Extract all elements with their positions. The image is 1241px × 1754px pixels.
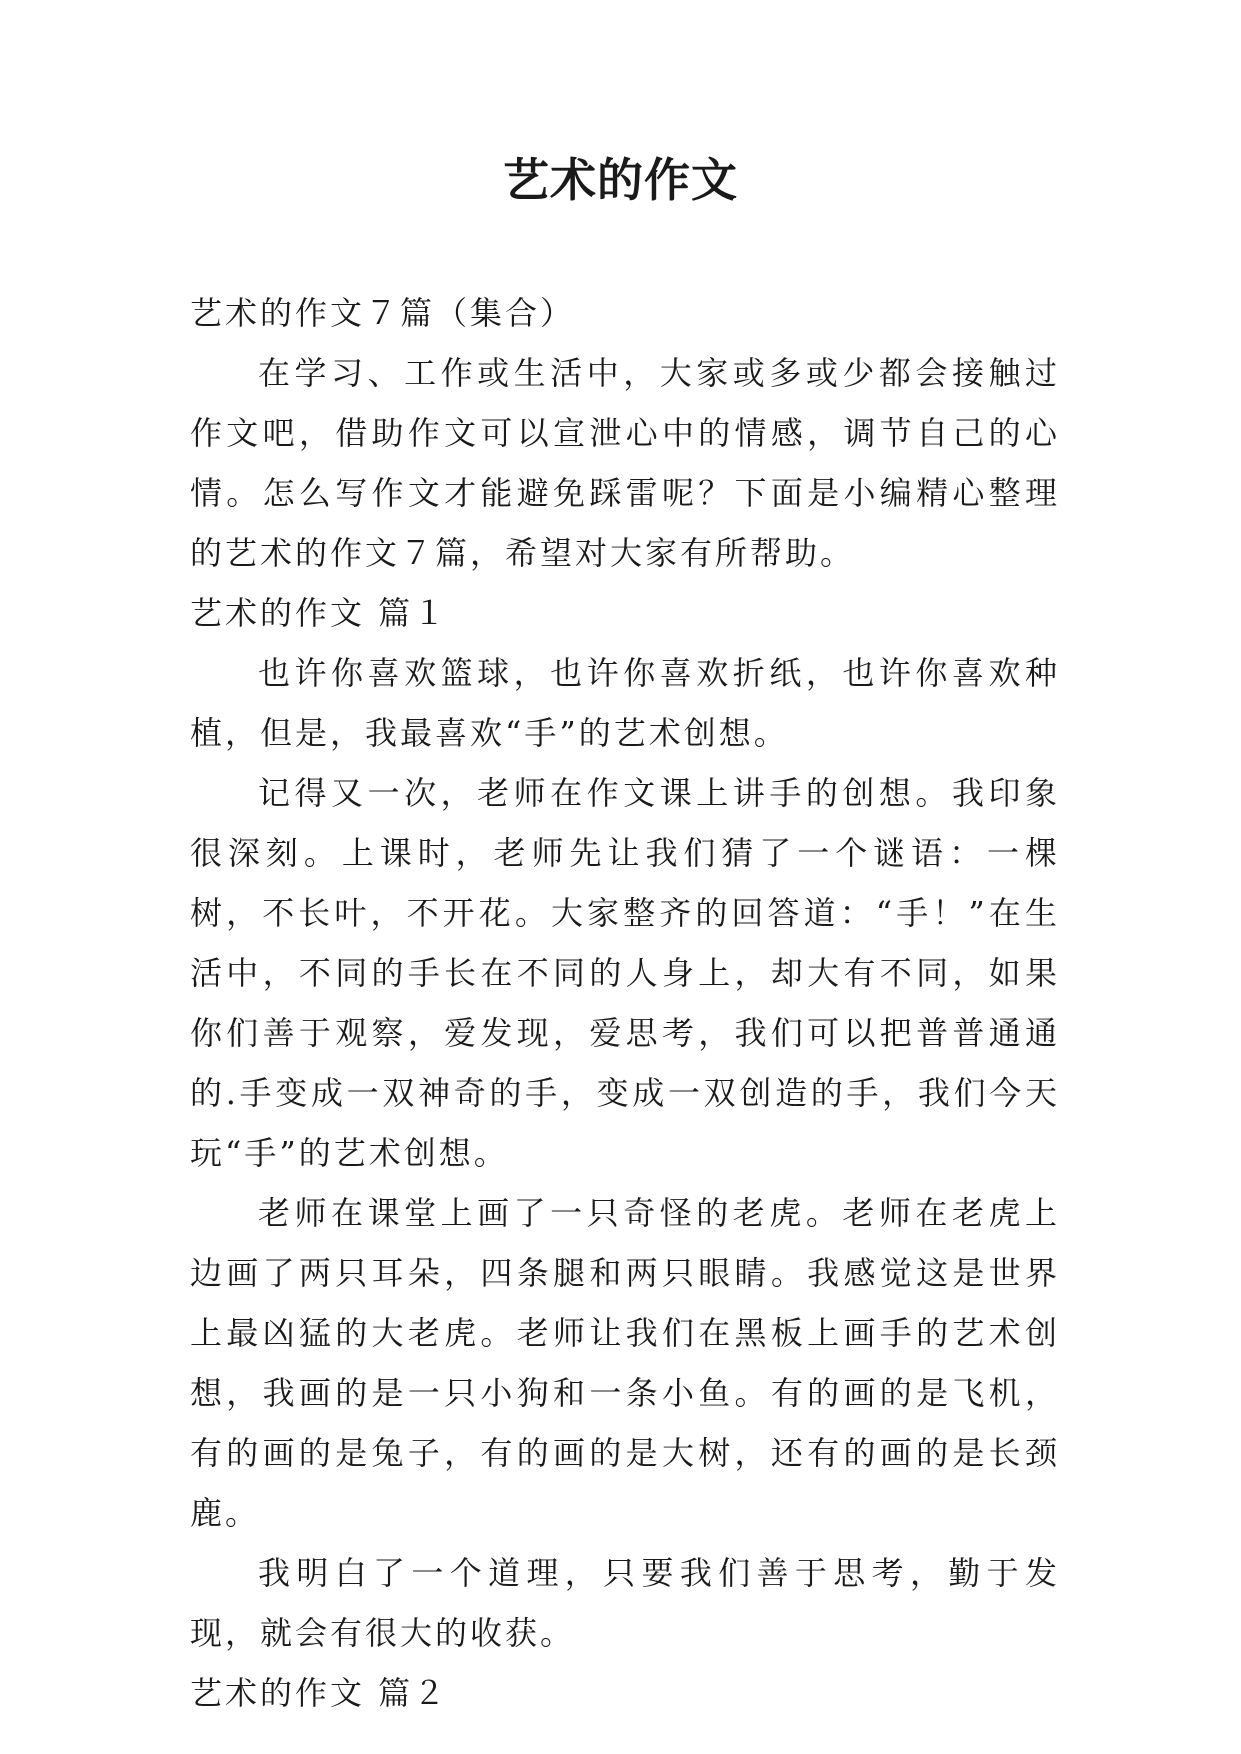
essay-2-heading: 艺术的作文 篇２ [190,1674,449,1712]
document-title: 艺术的作文 [503,153,738,207]
essay-1-paragraph-4: 我明白了一个道理，只要我们善于思考，勤于发现，就会有很大的收获。 [190,1554,1060,1652]
essay-1-paragraph-1: 也许你喜欢篮球，也许你喜欢折纸，也许你喜欢种植，但是，我最喜欢“手”的艺术创想。 [190,654,1060,752]
intro-paragraph: 在学习、工作或生活中，大家或多或少都会接触过作文吧，借助作文可以宣泄心中的情感，调节自己的心情。怎么写作文才能避免踩雷呢？下面是小编精心整理的艺术的作文７篇，希望对大家有所帮助。 [190,354,1060,572]
collection-heading: 艺术的作文７篇（集合） [190,294,576,332]
essay-1-paragraph-2: 记得又一次，老师在作文课上讲手的创想。我印象很深刻。上课时，老师先让我们猜了一个谜语：一棵树，不长叶，不开花。大家整齐的回答道：“手！”在生活中，不同的手长在不同的人身上，却大有不同，如果你们善于观察，爱发现，爱思考，我们可以把普普通通的.手变成一双神奇的手，变成一双创造的手，我们今天玩“手”的艺术创想。 [190,774,1060,1172]
document-body [190,283,1060,1723]
essay-1-paragraph-3: 老师在课堂上画了一只奇怪的老虎。老师在老虎上边画了两只耳朵，四条腿和两只眼睛。我感觉这是世界上最凶猛的大老虎。老师让我们在黑板上画手的艺术创想，我画的是一只小狗和一条小鱼。有的画的是飞机，有的画的是兔子，有的画的是大树，还有的画的是长颈鹿。 [190,1194,1060,1532]
essay-1-heading: 艺术的作文 篇１ [190,594,449,632]
